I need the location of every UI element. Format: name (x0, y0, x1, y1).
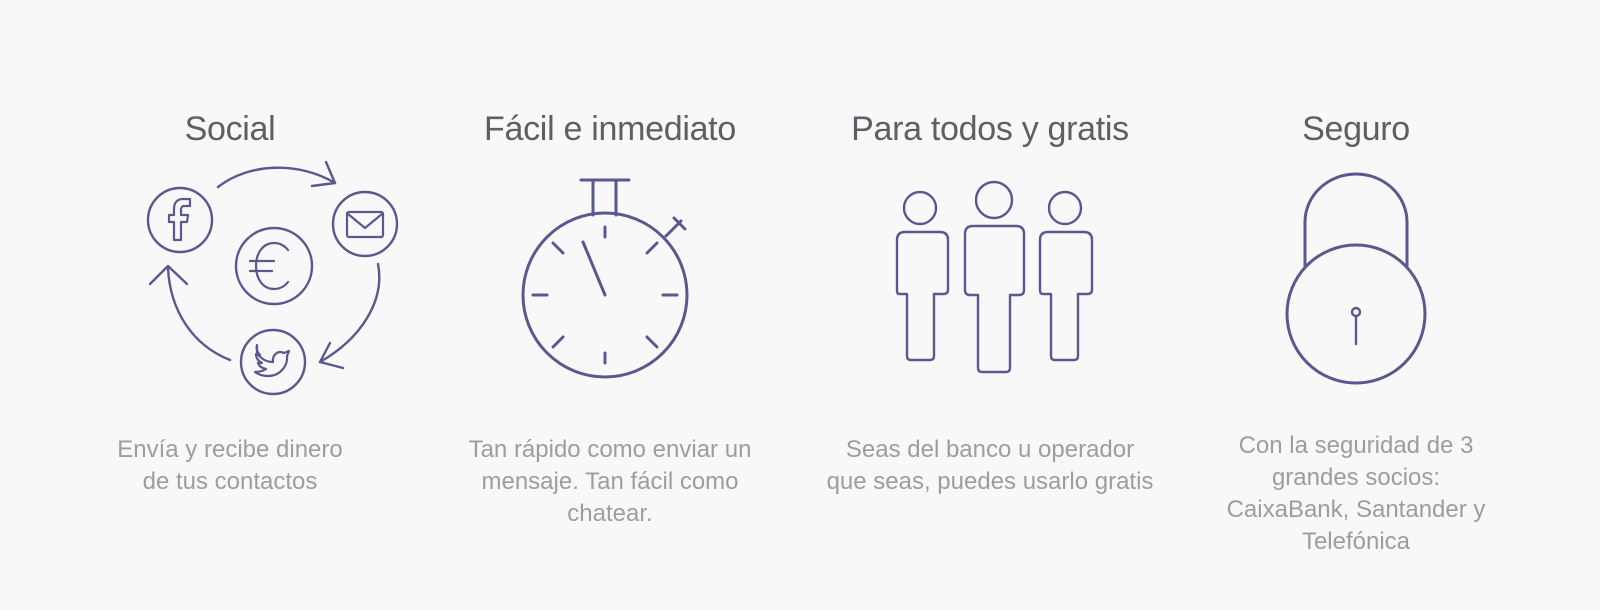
cycle-arrows-icon (150, 162, 379, 368)
feature-title: Seguro (1302, 110, 1410, 149)
feature-description: Con la seguridad de 3 grandes socios: CaixaBank, Santander y Telefónica (1226, 432, 1486, 555)
facebook-icon (148, 188, 212, 252)
mail-icon (333, 192, 397, 256)
stopwatch-icon (440, 150, 780, 400)
feature-description: Tan rápido como enviar un mensaje. Tan fácil como chatear. (468, 436, 752, 527)
feature-title: Social (184, 110, 276, 149)
twitter-icon (241, 330, 305, 394)
euro-icon (236, 228, 312, 304)
feature-description: Envía y recibe dinero de tus contactos (117, 436, 343, 495)
feature-title: Fácil e inmediato (484, 110, 736, 149)
social-cycle-icon (60, 150, 400, 400)
people-icon (820, 150, 1160, 400)
feature-description: Seas del banco u operador que seas, puedes usarlo gratis (826, 436, 1154, 495)
feature-title: Para todos y gratis (851, 110, 1129, 149)
padlock-icon (1186, 150, 1526, 400)
